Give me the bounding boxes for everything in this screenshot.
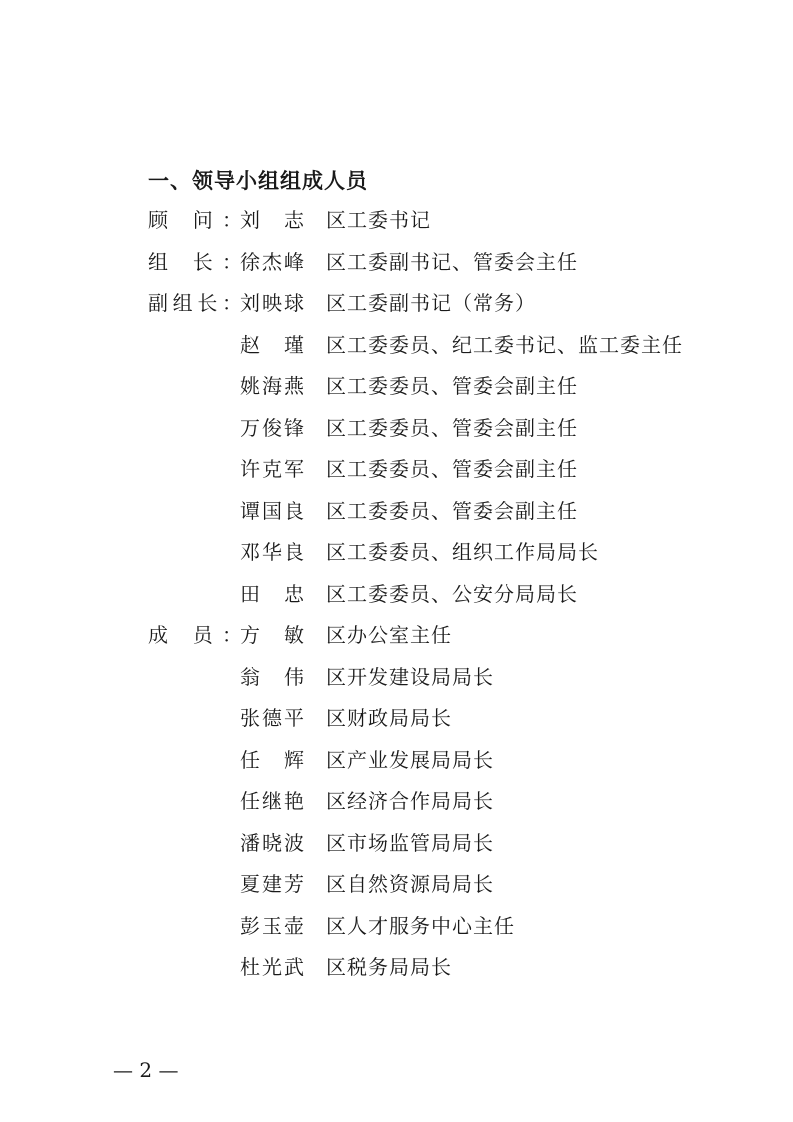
member-row <box>148 203 748 245</box>
member-title: 区财政局局长 <box>326 706 452 730</box>
member-name: 夏建芳 <box>240 872 304 896</box>
member-name: 彭玉壶 <box>240 913 304 938</box>
member-row <box>148 245 748 287</box>
member-row <box>148 494 748 536</box>
member-role: 成 员： <box>148 623 242 647</box>
member-row <box>148 867 748 909</box>
member-row <box>148 950 748 992</box>
member-row <box>148 618 748 660</box>
member-name: 刘 志 <box>240 208 304 232</box>
member-role: 顾 问： <box>148 208 242 232</box>
member-row <box>148 577 748 619</box>
member-name: 潘晓波 <box>240 830 304 855</box>
member-row <box>148 369 748 411</box>
member-title: 区工委委员、纪工委书记、监工委主任 <box>326 332 683 357</box>
member-title: 区人才服务中心主任 <box>326 913 515 938</box>
member-name: 刘映球 <box>240 291 304 315</box>
member-title: 区经济合作局局长 <box>326 789 494 813</box>
member-title: 区工委书记 <box>326 208 431 232</box>
member-name: 任继艳 <box>240 789 304 813</box>
member-row <box>148 535 748 577</box>
member-name: 杜光武 <box>240 955 304 979</box>
member-name: 许克军 <box>240 457 304 481</box>
member-title: 区工委委员、管委会副主任 <box>326 457 578 481</box>
member-title: 区工委委员、管委会副主任 <box>326 415 578 440</box>
member-title: 区工委委员、公安分局局长 <box>326 581 578 606</box>
member-title: 区工委委员、管委会副主任 <box>326 498 578 523</box>
member-title: 区工委委员、组织工作局局长 <box>326 540 599 564</box>
member-name: 姚海燕 <box>240 374 304 398</box>
member-row <box>148 328 748 370</box>
member-name: 张德平 <box>240 706 304 730</box>
member-name: 田 忠 <box>240 581 304 606</box>
member-name: 赵 瑾 <box>240 332 304 357</box>
member-name: 谭国良 <box>240 498 304 523</box>
member-row <box>148 452 748 494</box>
member-row <box>148 909 748 951</box>
member-name: 翁 伟 <box>240 664 304 689</box>
member-title: 区开发建设局局长 <box>326 664 494 689</box>
member-name: 方 敏 <box>240 623 304 647</box>
member-title: 区工委委员、管委会副主任 <box>326 374 578 398</box>
member-name: 任 辉 <box>240 747 304 772</box>
page-number: — 2 — <box>113 1058 179 1082</box>
member-title: 区产业发展局局长 <box>326 747 494 772</box>
member-name: 徐杰峰 <box>240 249 304 274</box>
member-title: 区工委副书记、管委会主任 <box>326 249 578 274</box>
member-role: 副组长： <box>148 291 242 315</box>
member-name: 万俊锋 <box>240 415 304 440</box>
member-name: 邓华良 <box>240 540 304 564</box>
section-heading: 一、领导小组组成人员 <box>148 169 368 193</box>
member-roster <box>148 203 748 992</box>
member-title: 区办公室主任 <box>326 623 452 647</box>
member-row <box>148 826 748 868</box>
member-title: 区市场监管局局长 <box>326 830 494 855</box>
member-row <box>148 743 748 785</box>
member-row <box>148 411 748 453</box>
member-title: 区税务局局长 <box>326 955 452 979</box>
member-row <box>148 784 748 826</box>
member-row <box>148 701 748 743</box>
member-row <box>148 660 748 702</box>
member-title: 区工委副书记（常务） <box>326 291 536 315</box>
member-role: 组 长： <box>148 249 242 274</box>
member-row <box>148 286 748 328</box>
member-title: 区自然资源局局长 <box>326 872 494 896</box>
